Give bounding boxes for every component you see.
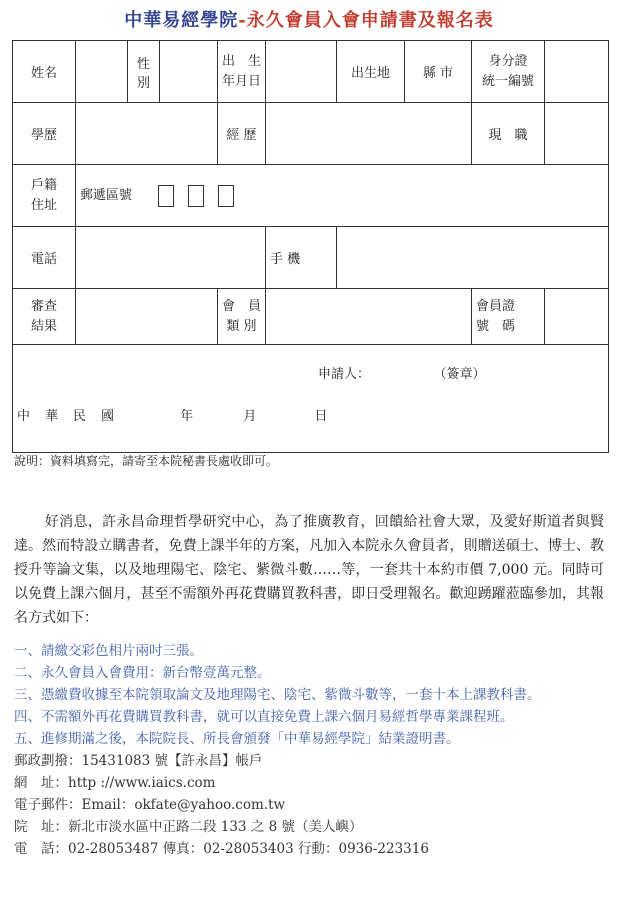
address-field[interactable]	[76, 165, 609, 227]
phone-field[interactable]	[76, 227, 266, 289]
title-form-name: -永久會員入會申請書及報名表	[238, 10, 494, 31]
address-label	[13, 165, 76, 227]
member-number-label	[472, 289, 545, 345]
experience-label: 經 歷	[218, 103, 266, 165]
review-label-line2: 結果	[30, 318, 57, 334]
item-marker: 五、	[14, 731, 41, 747]
list-item	[14, 684, 614, 706]
gender-field[interactable]	[160, 41, 218, 103]
signature-area	[13, 345, 609, 453]
form-row-signature	[13, 345, 609, 453]
review-label-line1: 審查	[30, 298, 57, 314]
form-row-background	[13, 103, 609, 165]
education-field[interactable]	[76, 103, 218, 165]
item-text: 憑繳費收據至本院領取論文及地理陽宅、陰宅、紫微斗數等，一套十本上課教科書。	[41, 687, 541, 703]
seal-label[interactable]: （簽章）	[440, 367, 486, 382]
member-type-field[interactable]	[266, 289, 472, 345]
job-field[interactable]	[545, 103, 609, 165]
county-city-label: 縣 市	[405, 41, 472, 103]
contact-website	[14, 772, 614, 794]
postal-value: 15431083 號【許永昌】帳戶	[81, 753, 263, 769]
document-title	[0, 6, 618, 32]
date-day: 日	[314, 409, 329, 424]
member-type-label-line1: 會 員	[222, 298, 262, 314]
website-label: 網 址：	[14, 775, 68, 791]
id-number-field[interactable]	[545, 41, 609, 103]
address-label: 院 址：	[14, 819, 68, 835]
job-label: 現 職	[472, 103, 545, 165]
website-link[interactable]: http ://www.iaics.com	[68, 775, 216, 791]
birthdate-label	[218, 41, 266, 103]
education-label: 學歷	[13, 103, 76, 165]
birthplace-label: 出生地	[337, 41, 405, 103]
contact-postal	[14, 750, 614, 772]
name-field[interactable]	[76, 41, 128, 103]
member-number-field[interactable]	[545, 289, 609, 345]
birthdate-label-line1: 出 生	[222, 53, 262, 69]
member-no-label-line1: 會員證	[476, 298, 516, 314]
email-label: 電子郵件：	[14, 797, 82, 813]
address-value: 新北市淡水區中正路二段 133 之 8 號（美人嶼）	[68, 819, 363, 835]
birthdate-label-line2: 年月日	[222, 73, 262, 89]
review-label	[13, 289, 76, 345]
form-row-review	[13, 289, 609, 345]
zip-box-2[interactable]	[188, 185, 204, 207]
phone-label: 電話	[13, 227, 76, 289]
form-row-basic	[13, 41, 609, 103]
applicant-line	[318, 363, 486, 382]
zip-box-1[interactable]	[158, 185, 174, 207]
mobile-label: 手 機	[266, 227, 337, 289]
birthdate-field[interactable]	[266, 41, 337, 103]
instruction-note: 說明：資料填寫完，請寄至本院秘書長處收即可。	[14, 454, 279, 468]
item-marker: 四、	[14, 709, 41, 725]
zip-box-3[interactable]	[218, 185, 234, 207]
item-text: 不需額外再花費購買教科書，就可以直接免費上課六個月易經哲學專業課程班。	[41, 709, 514, 725]
id-number-label	[472, 41, 545, 103]
list-item	[14, 728, 614, 750]
application-form-table	[12, 40, 609, 453]
member-type-label	[218, 289, 266, 345]
list-item	[14, 706, 614, 728]
contact-email	[14, 794, 614, 816]
list-item	[14, 640, 614, 662]
review-field[interactable]	[76, 289, 218, 345]
form-row-phone	[13, 227, 609, 289]
id-label-line2: 統一編號	[481, 73, 534, 89]
name-label: 姓名	[13, 41, 76, 103]
date-year: 年	[180, 409, 195, 424]
member-type-label-line2: 類 別	[226, 318, 257, 334]
experience-field[interactable]	[266, 103, 472, 165]
date-line	[17, 405, 328, 424]
address-label-line1: 戶籍	[30, 177, 57, 193]
zip-code-boxes	[144, 185, 234, 207]
date-month: 月	[243, 409, 258, 424]
id-label-line1: 身分證	[488, 53, 528, 69]
email-link[interactable]: Email：okfate@yahoo.com.tw	[81, 797, 286, 813]
form-row-address	[13, 165, 609, 227]
gender-label: 性別	[128, 41, 160, 103]
title-school: 中華易經學院	[124, 10, 239, 31]
list-item	[14, 662, 614, 684]
item-marker: 二、	[14, 665, 41, 681]
mobile-field[interactable]	[337, 227, 609, 289]
address-label-line2: 住址	[30, 197, 57, 213]
date-era: 中 華 民 國	[17, 409, 116, 424]
contact-phone	[14, 838, 614, 860]
item-marker: 一、	[14, 643, 41, 659]
postal-label: 郵政劃撥：	[14, 753, 82, 769]
contact-address	[14, 816, 614, 838]
item-text: 進修期滿之後，本院院長、所長會頒發「中華易經學院」結業證明書。	[41, 731, 460, 747]
announcement-paragraph: 好消息，許永昌命理哲學研究中心，為了推廣教育，回饋給社會大眾，及愛好斯道者與賢達。然而特設立購書者，免費上課半年的方案，凡加入本院永久會員者，則贈送碩士、博士、教授升等論文集，以及地理陽宅、陰宅、紫微斗數……等，一套共十本約市價 7,000 元。同時可以免費上課六個月，甚至不需額外再花費購買教科書，即日受理報名。歡迎踴躍蒞臨參加，其報名方式如下：	[14, 514, 604, 626]
phone-contact-label: 電 話：	[14, 841, 68, 857]
phone-contact-value: 02-28053487 傳真：02-28053403 行動：0936-223316	[68, 841, 429, 857]
zip-code-label: 郵遞區號	[80, 188, 133, 204]
registration-steps	[14, 640, 614, 860]
member-no-label-line2: 號 碼	[476, 318, 516, 334]
item-text: 請繳交彩色相片兩吋三張。	[41, 643, 203, 659]
item-marker: 三、	[14, 687, 41, 703]
item-text: 永久會員入會費用：新台幣壹萬元整。	[41, 665, 271, 681]
applicant-label: 申請人：	[318, 367, 371, 382]
